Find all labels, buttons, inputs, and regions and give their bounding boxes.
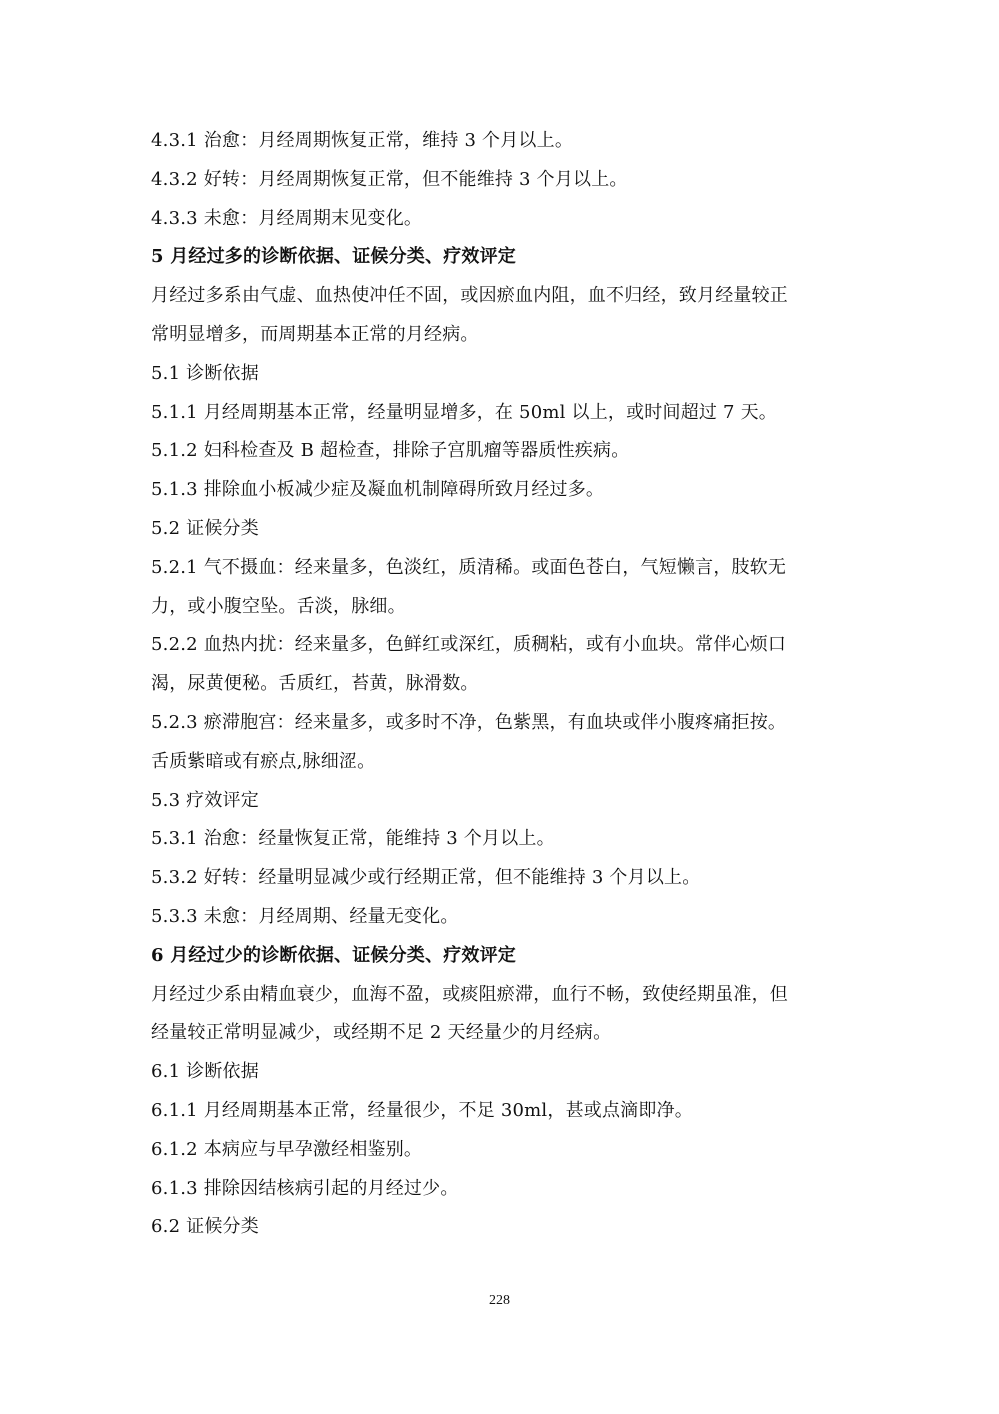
subsection-5-1-heading: 5.1 诊断依据 — [151, 362, 259, 384]
item-5-1-2: 5.1.2 妇科检查及 B 超检查，排除子宫肌瘤等器质性疾病。 — [151, 440, 630, 462]
item-5-2-3-line-2: 舌质紫暗或有瘀点,脉细涩。 — [151, 750, 376, 772]
item-6-1-1: 6.1.1 月经周期基本正常，经量很少，不足 30ml，甚或点滴即净。 — [151, 1099, 693, 1121]
item-6-1-3: 6.1.3 排除因结核病引起的月经过少。 — [151, 1177, 459, 1199]
item-5-2-2-line-1: 5.2.2 血热内扰：经来量多，色鲜红或深红，质稠粘，或有小血块。常伴心烦口 — [151, 634, 787, 656]
page-number: 228 — [489, 1293, 510, 1308]
subsection-6-1-heading: 6.1 诊断依据 — [151, 1061, 259, 1083]
item-5-2-2-line-2: 渴，尿黄便秘。舌质红，苔黄，脉滑数。 — [151, 673, 479, 695]
item-5-2-1-line-1: 5.2.1 气不摄血：经来量多，色淡红，质清稀。或面色苍白，气短懒言，肢软无 — [151, 556, 787, 578]
section-6-heading: 6 月经过少的诊断依据、证候分类、疗效评定 — [151, 944, 516, 966]
item-5-3-2: 5.3.2 好转：经量明显减少或行经期正常，但不能维持 3 个月以上。 — [151, 867, 701, 889]
item-5-1-3: 5.1.3 排除血小板减少症及凝血机制障碍所致月经过多。 — [151, 479, 605, 501]
section-6-definition-line-1: 月经过少系由精血衰少，血海不盈，或痰阻瘀滞，血行不畅，致使经期虽准，但 — [151, 983, 788, 1005]
section-6-definition-line-2: 经量较正常明显减少，或经期不足 2 天经量少的月经病。 — [151, 1022, 612, 1044]
page-content — [151, 122, 851, 1247]
item-5-3-1: 5.3.1 治愈：经量恢复正常，能维持 3 个月以上。 — [151, 828, 555, 850]
subsection-5-2-heading: 5.2 证候分类 — [151, 517, 259, 539]
item-5-3-3: 5.3.3 未愈：月经周期、经量无变化。 — [151, 905, 459, 927]
item-6-1-2: 6.1.2 本病应与早孕激经相鉴别。 — [151, 1138, 423, 1160]
section-5-heading: 5 月经过多的诊断依据、证候分类、疗效评定 — [151, 246, 516, 268]
item-4-3-3-not-cured: 4.3.3 未愈：月经周期末见变化。 — [151, 207, 423, 229]
subsection-6-2-heading: 6.2 证候分类 — [151, 1216, 259, 1238]
section-5-definition-line-2: 常明显增多，而周期基本正常的月经病。 — [151, 323, 479, 345]
item-4-3-2-improved: 4.3.2 好转：月经周期恢复正常，但不能维持 3 个月以上。 — [151, 168, 628, 190]
item-5-2-1-line-2: 力，或小腹空坠。舌淡，脉细。 — [151, 595, 406, 617]
subsection-5-3-heading: 5.3 疗效评定 — [151, 789, 259, 811]
item-4-3-1-cured: 4.3.1 治愈：月经周期恢复正常，维持 3 个月以上。 — [151, 130, 574, 151]
section-5-definition-line-1: 月经过多系由气虚、血热使冲任不固，或因瘀血内阻，血不归经，致月经量较正 — [151, 285, 788, 307]
item-5-2-3-line-1: 5.2.3 瘀滞胞宫：经来量多，或多时不净，色紫黑，有血块或伴小腹疼痛拒按。 — [151, 711, 787, 733]
item-5-1-1: 5.1.1 月经周期基本正常，经量明显增多，在 50ml 以上，或时间超过 7 天。 — [151, 401, 777, 423]
